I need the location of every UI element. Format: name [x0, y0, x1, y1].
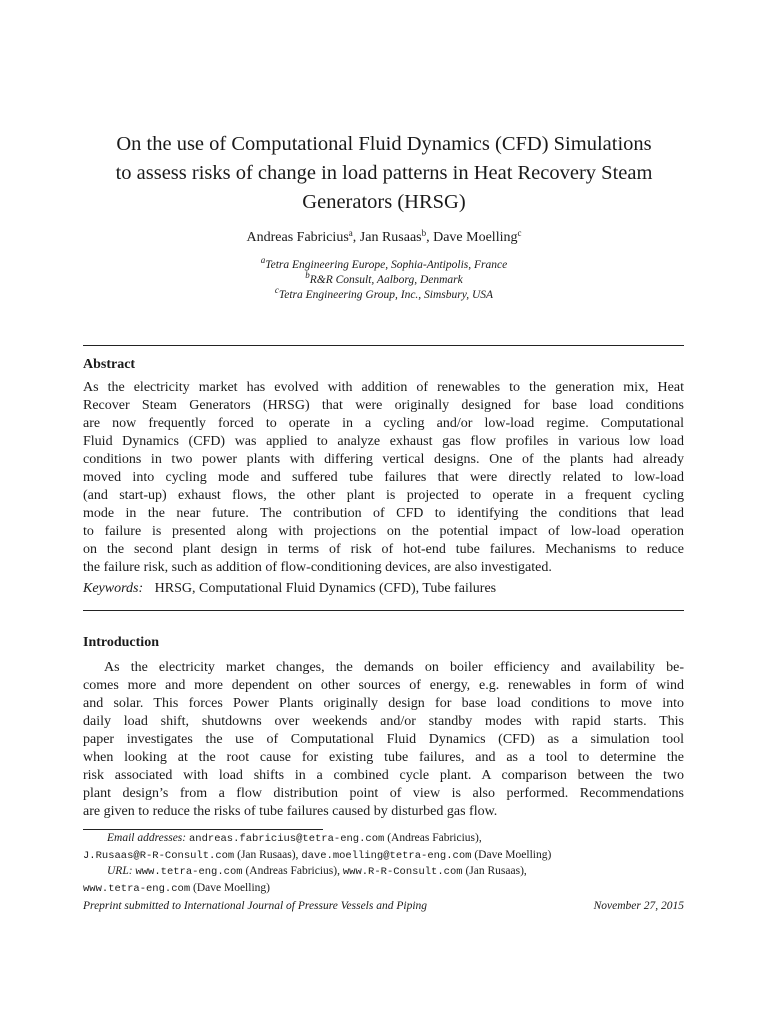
introduction-body	[83, 659, 684, 821]
title-line: On the use of Computational Fluid Dynamics (CFD) Simulations	[116, 133, 652, 155]
keywords-text: HRSG, Computational Fluid Dynamics (CFD), Tube failures	[154, 581, 497, 596]
affiliation-text: Tetra Engineering Europe, Sophia-Antipolis, France	[265, 259, 508, 271]
abstract-line: (and start-up) exhaust flows, the other plant is projected to operate in a frequent cycling	[83, 488, 684, 503]
introduction-line: and solar. This forces Power Plants originally design for base load conditions to move into	[83, 696, 684, 711]
abstract-heading: Abstract	[83, 357, 136, 372]
author-mark: a	[348, 228, 353, 238]
abstract-line: moved into cycling mode and suffered tube failures that were directly related to low-load	[83, 470, 684, 485]
abstract-line: on the second plant design in terms of risk of hot-end tube failures. Mechanisms to reduce	[83, 542, 684, 557]
introduction-line: risk associated with load shifts in a combined cycle plant. A comparison between the two	[83, 768, 684, 783]
url-owner: (Andreas Fabricius),	[245, 865, 340, 877]
footnote-line	[83, 864, 684, 881]
url-owner: (Jan Rusaas),	[465, 865, 527, 877]
affiliation	[0, 285, 768, 303]
introduction-heading: Introduction	[83, 635, 159, 650]
affiliation-text: R&R Consult, Aalborg, Denmark	[309, 274, 463, 286]
author-mark: b	[421, 228, 427, 238]
abstract-top-rule	[83, 345, 684, 346]
author-list: Andreas Fabricius$^a$, Jan Rusaas$^b$, Dave Moelling$^c$	[246, 228, 522, 245]
affiliation-mark: c	[274, 285, 279, 295]
author-name: Dave Moelling	[433, 230, 518, 245]
introduction-line: paper investigates the use of Computational Fluid Dynamics (CFD) as a simulation tool	[83, 732, 684, 747]
introduction-line: As the electricity market changes, the demands on boiler efficiency and availability be-	[104, 660, 684, 675]
url-owner: (Dave Moelling)	[193, 881, 270, 894]
url-link[interactable]: www.tetra-eng.com	[135, 866, 243, 878]
abstract-line: mode in the near future. The contribution of CFD to identifying the conditions that lead	[83, 506, 684, 521]
preprint-date: November 27, 2015	[593, 900, 684, 912]
footnote-line	[83, 848, 684, 865]
introduction-line: daily load shift, shutdowns over weekends and/or standby modes with rapid starts. This	[83, 714, 684, 729]
introduction-line: are given to reduce the risks of tube failures caused by disturbed gas flow.	[83, 804, 498, 819]
introduction-line: comes more and more dependent on other sources of energy, e.g. renewables in form of wind	[83, 678, 684, 693]
affiliation-mark: b	[305, 270, 310, 280]
abstract-line: the failure risk, such as addition of flow-conditioning devices, are also investigated.	[83, 560, 552, 575]
affiliation-mark: a	[260, 255, 266, 265]
url-link[interactable]: www.R-R-Consult.com	[342, 866, 463, 878]
abstract-line: As the electricity market has evolved with addition of renewables to the generation mix, Heat	[83, 380, 684, 395]
paper-title	[60, 130, 708, 217]
abstract-line: are now frequently forced to operate in a cycling and/or low-load regime. Computational	[83, 416, 684, 431]
footnote-rule	[83, 829, 323, 830]
abstract-body	[83, 379, 684, 577]
title-line: Generators (HRSG)	[302, 191, 466, 213]
affiliation-list	[0, 255, 768, 303]
author-mark: c	[517, 228, 522, 238]
email-owner: (Jan Rusaas),	[237, 848, 299, 861]
email-owner: (Andreas Fabricius),	[387, 832, 482, 844]
preprint-note: Preprint submitted to International Journal of Pressure Vessels and Piping	[83, 900, 428, 912]
email-link[interactable]: andreas.fabricius@tetra-eng.com	[188, 833, 385, 845]
footnote	[83, 831, 684, 897]
abstract-line: Fluid Dynamics (CFD) was applied to analyze exhaust gas flow profiles in various low load	[83, 434, 684, 449]
affiliation-text: Tetra Engineering Group, Inc., Simsbury, USA	[278, 289, 494, 301]
title-line: to assess risks of change in load patterns in Heat Recovery Steam	[115, 162, 653, 184]
footnote-line	[83, 881, 684, 898]
url-link[interactable]: www.tetra-eng.com	[83, 882, 191, 895]
affiliation	[0, 270, 768, 288]
introduction-line: plant design’s from a flow distribution point of view is also performed. Recommendations	[83, 786, 684, 801]
keywords	[83, 580, 496, 598]
email-label: Email addresses:	[107, 832, 187, 844]
email-owner: (Dave Moelling)	[474, 848, 552, 861]
affiliation	[0, 255, 768, 273]
abstract-line: to failure is presented along with projections on the potential impact of low-load operation	[83, 524, 684, 539]
email-link[interactable]: J.Rusaas@R-R-Consult.com	[83, 849, 235, 862]
author-name: Jan Rusaas	[359, 230, 422, 245]
email-link[interactable]: dave.moelling@tetra-eng.com	[301, 849, 472, 862]
keywords-label: Keywords:	[83, 581, 144, 596]
abstract-line: Recover Steam Generators (HRSG) that were originally designed for base load conditions	[83, 398, 684, 413]
abstract-bottom-rule	[83, 610, 684, 611]
url-label: URL:	[107, 865, 133, 877]
author-name: Andreas Fabricius	[246, 230, 349, 245]
footnote-line	[83, 831, 684, 848]
abstract-line: conditions in two power plants with differing vertical designs. One of the plants had already	[83, 452, 684, 467]
introduction-line: when looking at the root cause for existing tube failures, and as a tool to determine the	[83, 750, 684, 765]
